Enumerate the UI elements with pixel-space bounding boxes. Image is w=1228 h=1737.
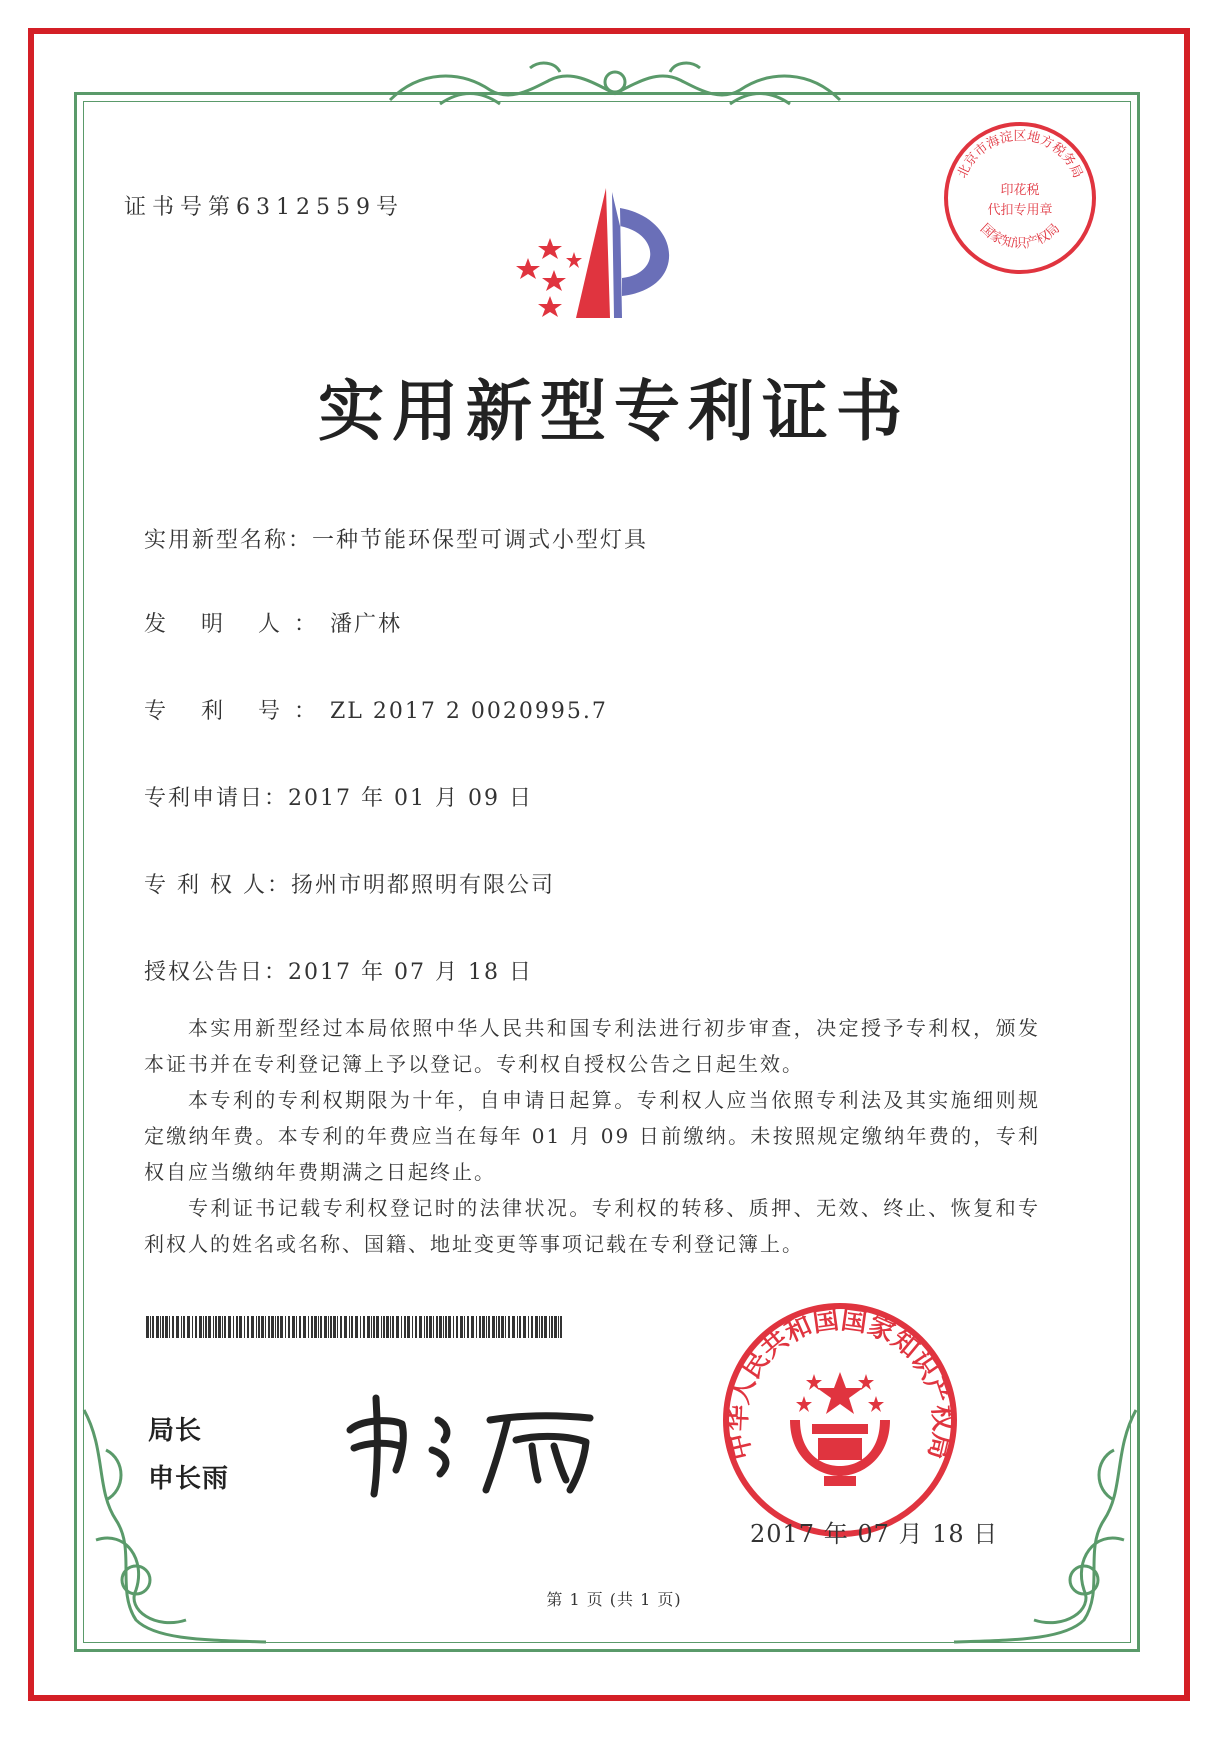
barcode-bar	[265, 1316, 266, 1338]
barcode-bar	[505, 1316, 506, 1338]
top-ornament	[380, 60, 850, 116]
barcode-bar	[501, 1316, 504, 1338]
barcode-bar	[381, 1316, 382, 1338]
barcode-bar	[492, 1316, 495, 1338]
barcode-bar	[261, 1316, 264, 1338]
barcode-bar	[176, 1316, 179, 1338]
field-value: 扬州市明都照明有限公司	[290, 873, 555, 898]
barcode-bar	[445, 1316, 447, 1338]
barcode-bar	[460, 1316, 463, 1338]
barcode-bar	[371, 1316, 372, 1338]
barcode-bar	[560, 1316, 562, 1338]
barcode-bar	[486, 1316, 487, 1338]
barcode-bar	[215, 1316, 217, 1338]
tax-stamp	[940, 118, 1100, 278]
barcode-bar	[471, 1316, 474, 1338]
barcode-bar	[429, 1316, 432, 1338]
barcode-bar	[404, 1316, 406, 1338]
paragraph-legal-status: 专利证书记载专利权登记时的法律状况。专利权的转移、质押、无效、终止、恢复和专利权人的姓名或名称、国籍、地址变更等事项记载在专利登记簿上。	[144, 1196, 1040, 1256]
seal-ring-text: 中华人民共和国国家知识产权局	[722, 1305, 958, 1463]
barcode-bar	[228, 1316, 231, 1338]
barcode-bar	[247, 1316, 249, 1338]
barcode-bar	[268, 1316, 270, 1338]
barcode-bar	[517, 1316, 518, 1338]
field-label: 实用新型名称：	[144, 528, 313, 553]
paragraph-grant: 本实用新型经过本局依照中华人民共和国专利法进行初步审查，决定授予专利权，颁发本证书并在专利登记簿上予以登记。专利权自授权公告之日起生效。	[144, 1016, 1040, 1076]
barcode-bar	[296, 1316, 297, 1338]
barcode-bar	[535, 1316, 538, 1338]
barcode-bar	[311, 1316, 313, 1338]
field-label: 发 明 人：	[144, 612, 330, 637]
certificate-title: 实用新型专利证书	[318, 373, 910, 450]
barcode-bar	[412, 1316, 413, 1338]
cnipa-logo	[510, 178, 700, 328]
barcode-bar	[314, 1316, 317, 1338]
barcode-bar	[333, 1316, 336, 1338]
barcode-bar	[531, 1316, 533, 1338]
barcode-bar	[224, 1316, 226, 1338]
barcode-bar	[407, 1316, 410, 1338]
barcode-bar	[415, 1316, 417, 1338]
field-value: 2017 年 01 月 09 日	[288, 786, 533, 811]
barcode-bar	[344, 1316, 347, 1338]
barcode-bar	[551, 1316, 553, 1338]
field-value: ZL 2017 2 0020995.7	[330, 699, 608, 724]
barcode-bar	[199, 1316, 202, 1338]
barcode-bar	[549, 1316, 550, 1338]
field-patent-number	[144, 694, 608, 725]
barcode-bar	[558, 1316, 559, 1338]
barcode-bar	[285, 1316, 286, 1338]
barcode-bar	[324, 1316, 327, 1338]
barcode-bar	[448, 1316, 451, 1338]
barcode-bar	[337, 1316, 338, 1338]
barcode-bar	[160, 1316, 161, 1338]
field-inventor	[144, 607, 402, 638]
barcode-bar	[508, 1316, 510, 1338]
barcode-bar	[280, 1316, 283, 1338]
barcode-bar	[426, 1316, 428, 1338]
barcode-bar	[150, 1316, 151, 1338]
barcode-bar	[439, 1316, 442, 1338]
barcode-bar	[367, 1316, 370, 1338]
barcode-bar	[498, 1316, 500, 1338]
barcode-bar	[183, 1316, 185, 1338]
barcode-bar	[424, 1316, 425, 1338]
field-label: 专 利 号：	[144, 699, 330, 724]
barcode-bar	[528, 1316, 529, 1338]
barcode-bar	[299, 1316, 301, 1338]
field-patentee	[144, 868, 555, 899]
field-value: 潘广林	[330, 612, 403, 637]
barcode-bar	[488, 1316, 490, 1338]
barcode-bar	[236, 1316, 238, 1338]
barcode-bar	[308, 1316, 309, 1338]
barcode-bar	[330, 1316, 332, 1338]
official-seal	[720, 1300, 960, 1540]
barcode-bar	[165, 1316, 168, 1338]
barcode-bar	[512, 1316, 515, 1338]
field-label: 专 利 权 人：	[144, 873, 291, 898]
barcode-bar	[419, 1316, 422, 1338]
barcode-bar	[496, 1316, 497, 1338]
barcode-bar	[258, 1316, 260, 1338]
certificate-number: 证书号第6312559号	[124, 195, 404, 220]
barcode-bar	[453, 1316, 454, 1338]
tax-stamp-line2: 代扣专用章	[987, 203, 1053, 218]
barcode-bar	[363, 1316, 365, 1338]
barcode-bar	[320, 1316, 322, 1338]
barcode-bar	[328, 1316, 329, 1338]
barcode-bar	[181, 1316, 182, 1338]
barcode-bar	[239, 1316, 242, 1338]
barcode-bar	[349, 1316, 350, 1338]
barcode-bar	[392, 1316, 394, 1338]
director-title: 局长	[148, 1416, 203, 1446]
barcode-bar	[233, 1316, 234, 1338]
barcode-bar	[390, 1316, 391, 1338]
barcode-bar	[376, 1316, 379, 1338]
director-signature	[340, 1390, 610, 1500]
svg-text:北京市海淀区地方税务局	[955, 128, 1085, 180]
barcode-bar	[544, 1316, 547, 1338]
barcode-bar	[519, 1316, 521, 1338]
barcode-bar	[172, 1316, 174, 1338]
barcode-bar	[205, 1316, 207, 1338]
barcode-bar	[351, 1316, 353, 1338]
barcode	[146, 1316, 566, 1338]
barcode-bar	[433, 1316, 434, 1338]
barcode-bar	[479, 1316, 481, 1338]
barcode-bar	[436, 1316, 438, 1338]
barcode-bar	[340, 1316, 342, 1338]
seal-date: 2017 年 07 月 18 日	[750, 1520, 999, 1548]
barcode-bar	[213, 1316, 214, 1338]
barcode-bar	[401, 1316, 402, 1338]
barcode-bar	[195, 1316, 197, 1338]
barcode-bar	[146, 1316, 149, 1338]
field-grant-date	[144, 955, 533, 986]
barcode-bar	[373, 1316, 375, 1338]
barcode-bar	[256, 1316, 257, 1338]
barcode-bar	[467, 1316, 469, 1338]
tax-stamp-line1: 印花税	[1000, 183, 1040, 198]
barcode-bar	[271, 1316, 274, 1338]
field-value: 2017 年 07 月 18 日	[288, 960, 533, 985]
barcode-bar	[222, 1316, 223, 1338]
tax-stamp-bottom-text: 国家知识产权局	[976, 221, 1064, 252]
field-value: 一种节能环保型可调式小型灯具	[312, 528, 649, 553]
barcode-bar	[275, 1316, 276, 1338]
page-number: 第 1 页 (共 1 页)	[546, 1590, 682, 1609]
barcode-bar	[292, 1316, 295, 1338]
barcode-bar	[456, 1316, 458, 1338]
barcode-bar	[162, 1316, 164, 1338]
barcode-bar	[464, 1316, 465, 1338]
barcode-bar	[386, 1316, 389, 1338]
barcode-bar	[152, 1316, 154, 1338]
director-name: 申长雨	[148, 1464, 230, 1494]
svg-text:国家知识产权局	[977, 221, 1063, 251]
field-filing-date	[144, 781, 533, 812]
field-label: 专利申请日：	[144, 786, 289, 811]
paragraph-term: 本专利的专利权期限为十年，自申请日起算。专利权人应当依照专利法及其实施细则规定缴纳年费。本专利的年费应当在每年 01 月 09 日前缴纳。未按照规定缴纳年费的，专利权自应当缴纳年费期满之日起终止。	[144, 1088, 1040, 1184]
barcode-bar	[288, 1316, 290, 1338]
barcode-bar	[203, 1316, 204, 1338]
barcode-bar	[303, 1316, 306, 1338]
barcode-bar	[187, 1316, 190, 1338]
barcode-bar	[443, 1316, 444, 1338]
barcode-bar	[523, 1316, 526, 1338]
barcode-bar	[383, 1316, 385, 1338]
barcode-bar	[360, 1316, 361, 1338]
barcode-bar	[554, 1316, 557, 1338]
barcode-bar	[244, 1316, 245, 1338]
barcode-bar	[192, 1316, 193, 1338]
barcode-bar	[541, 1316, 543, 1338]
barcode-bar	[251, 1316, 254, 1338]
tax-stamp-ring-text: 北京市海淀区地方税务局	[954, 129, 1086, 181]
barcode-bar	[218, 1316, 221, 1338]
barcode-bar	[396, 1316, 399, 1338]
field-label: 授权公告日：	[144, 960, 289, 985]
barcode-bar	[539, 1316, 540, 1338]
field-utility-model-name	[144, 523, 648, 554]
barcode-bar	[476, 1316, 477, 1338]
barcode-bar	[318, 1316, 319, 1338]
barcode-bar	[169, 1316, 170, 1338]
barcode-bar	[355, 1316, 358, 1338]
barcode-bar	[208, 1316, 211, 1338]
barcode-bar	[156, 1316, 159, 1338]
barcode-bar	[277, 1316, 279, 1338]
barcode-bar	[482, 1316, 485, 1338]
